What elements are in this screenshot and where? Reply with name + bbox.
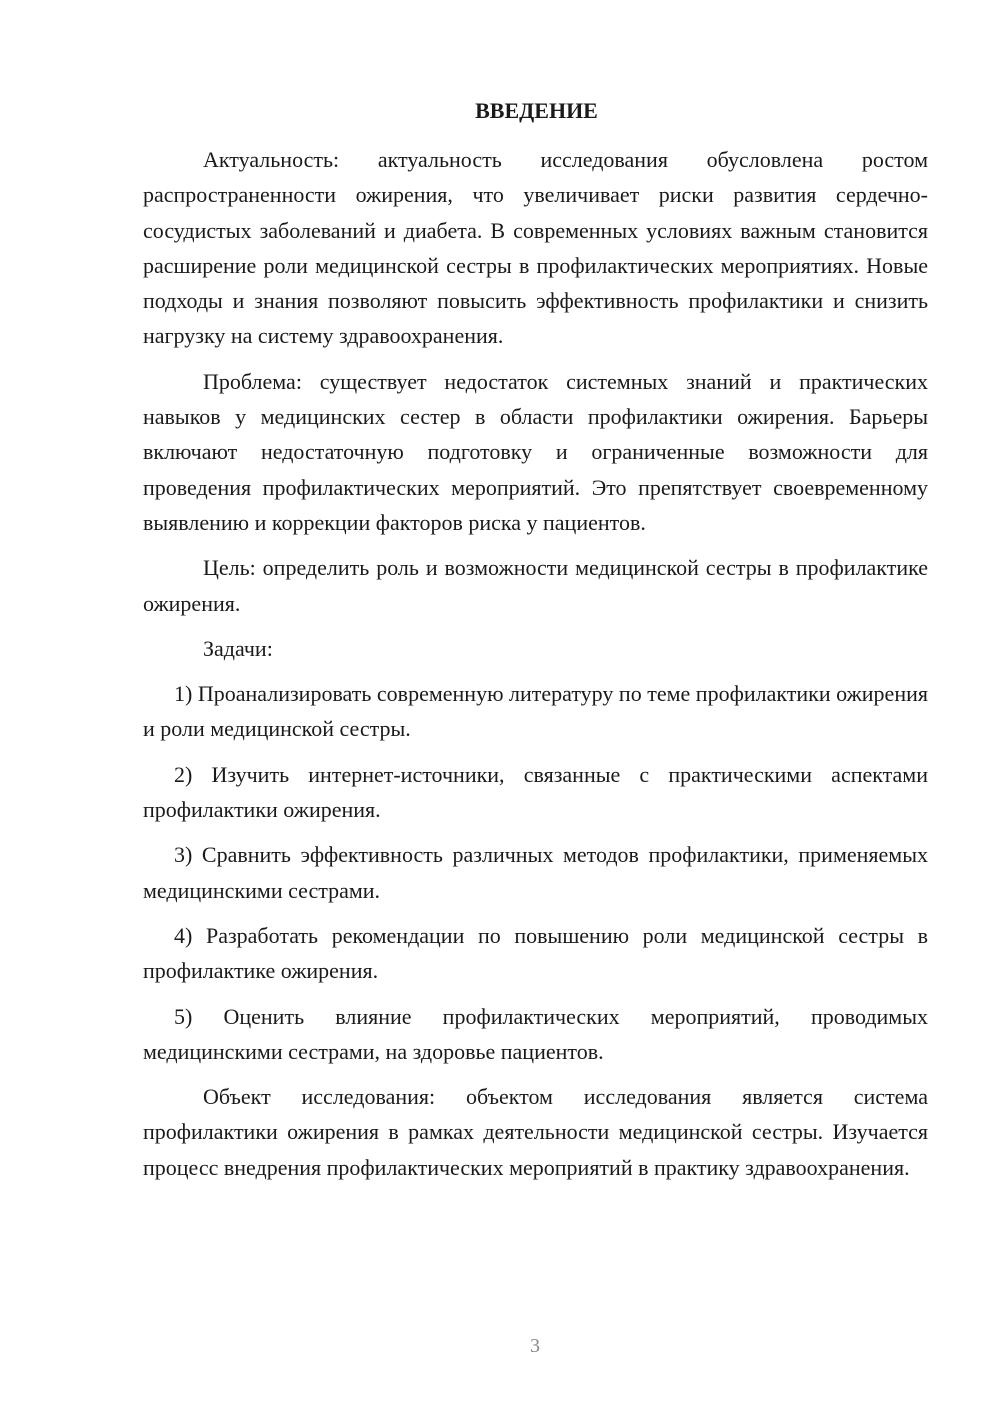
task-item: 2) Изучить интернет-источники, связанные с практическими аспектами профилактики ожирения. <box>143 761 928 823</box>
tasks-label: Задачи: <box>203 635 273 661</box>
task-item: 3) Сравнить эффективность различных методов профилактики, применяемых медицинскими сестрами. <box>143 842 928 903</box>
task-item: 5) Оценить влияние профилактических мероприятий, проводимых медицинскими сестрами, на здоровье пациентов. <box>143 1003 928 1064</box>
document-page <box>143 96 928 1185</box>
task-item: 1) Проанализировать современную литературу по теме профилактики ожирения и роли медицинской сестры. <box>143 681 928 742</box>
task-list <box>143 676 928 1069</box>
page-number: 3 <box>530 1335 540 1357</box>
paragraph-problem: Проблема: существует недостаток системных знаний и практических навыков у медицинских сестер в области профилактики ожирения. Барьеры включают недостаточную подготовку и ограниченные возможности для проведения профилактических мероприятий. Это препятствует своевременному выявлению и коррекции факторов риска у пациентов. <box>143 368 928 535</box>
paragraph-relevance: Актуальность: актуальность исследования обусловлена ростом распространенности ожирения, что увеличивает риски развития сердечно-сосудистых заболеваний и диабета. В современных условиях важным становится расширение роли медицинской сестры в профилактических мероприятиях. Новые подходы и знания позволяют повысить эффективность профилактики и снизить нагрузку на систему здравоохранения. <box>143 147 928 349</box>
paragraph-goal: Цель: определить роль и возможности медицинской сестры в профилактике ожирения. <box>143 555 928 616</box>
section-heading: ВВЕДЕНИЕ <box>475 98 598 123</box>
paragraph-object: Объект исследования: объектом исследования является система профилактики ожирения в рамках деятельности медицинской сестры. Изучается процесс внедрения профилактических мероприятий в практику здравоохранения. <box>143 1084 928 1180</box>
task-item: 4) Разработать рекомендации по повышению роли медицинской сестры в профилактике ожирения. <box>143 922 928 984</box>
